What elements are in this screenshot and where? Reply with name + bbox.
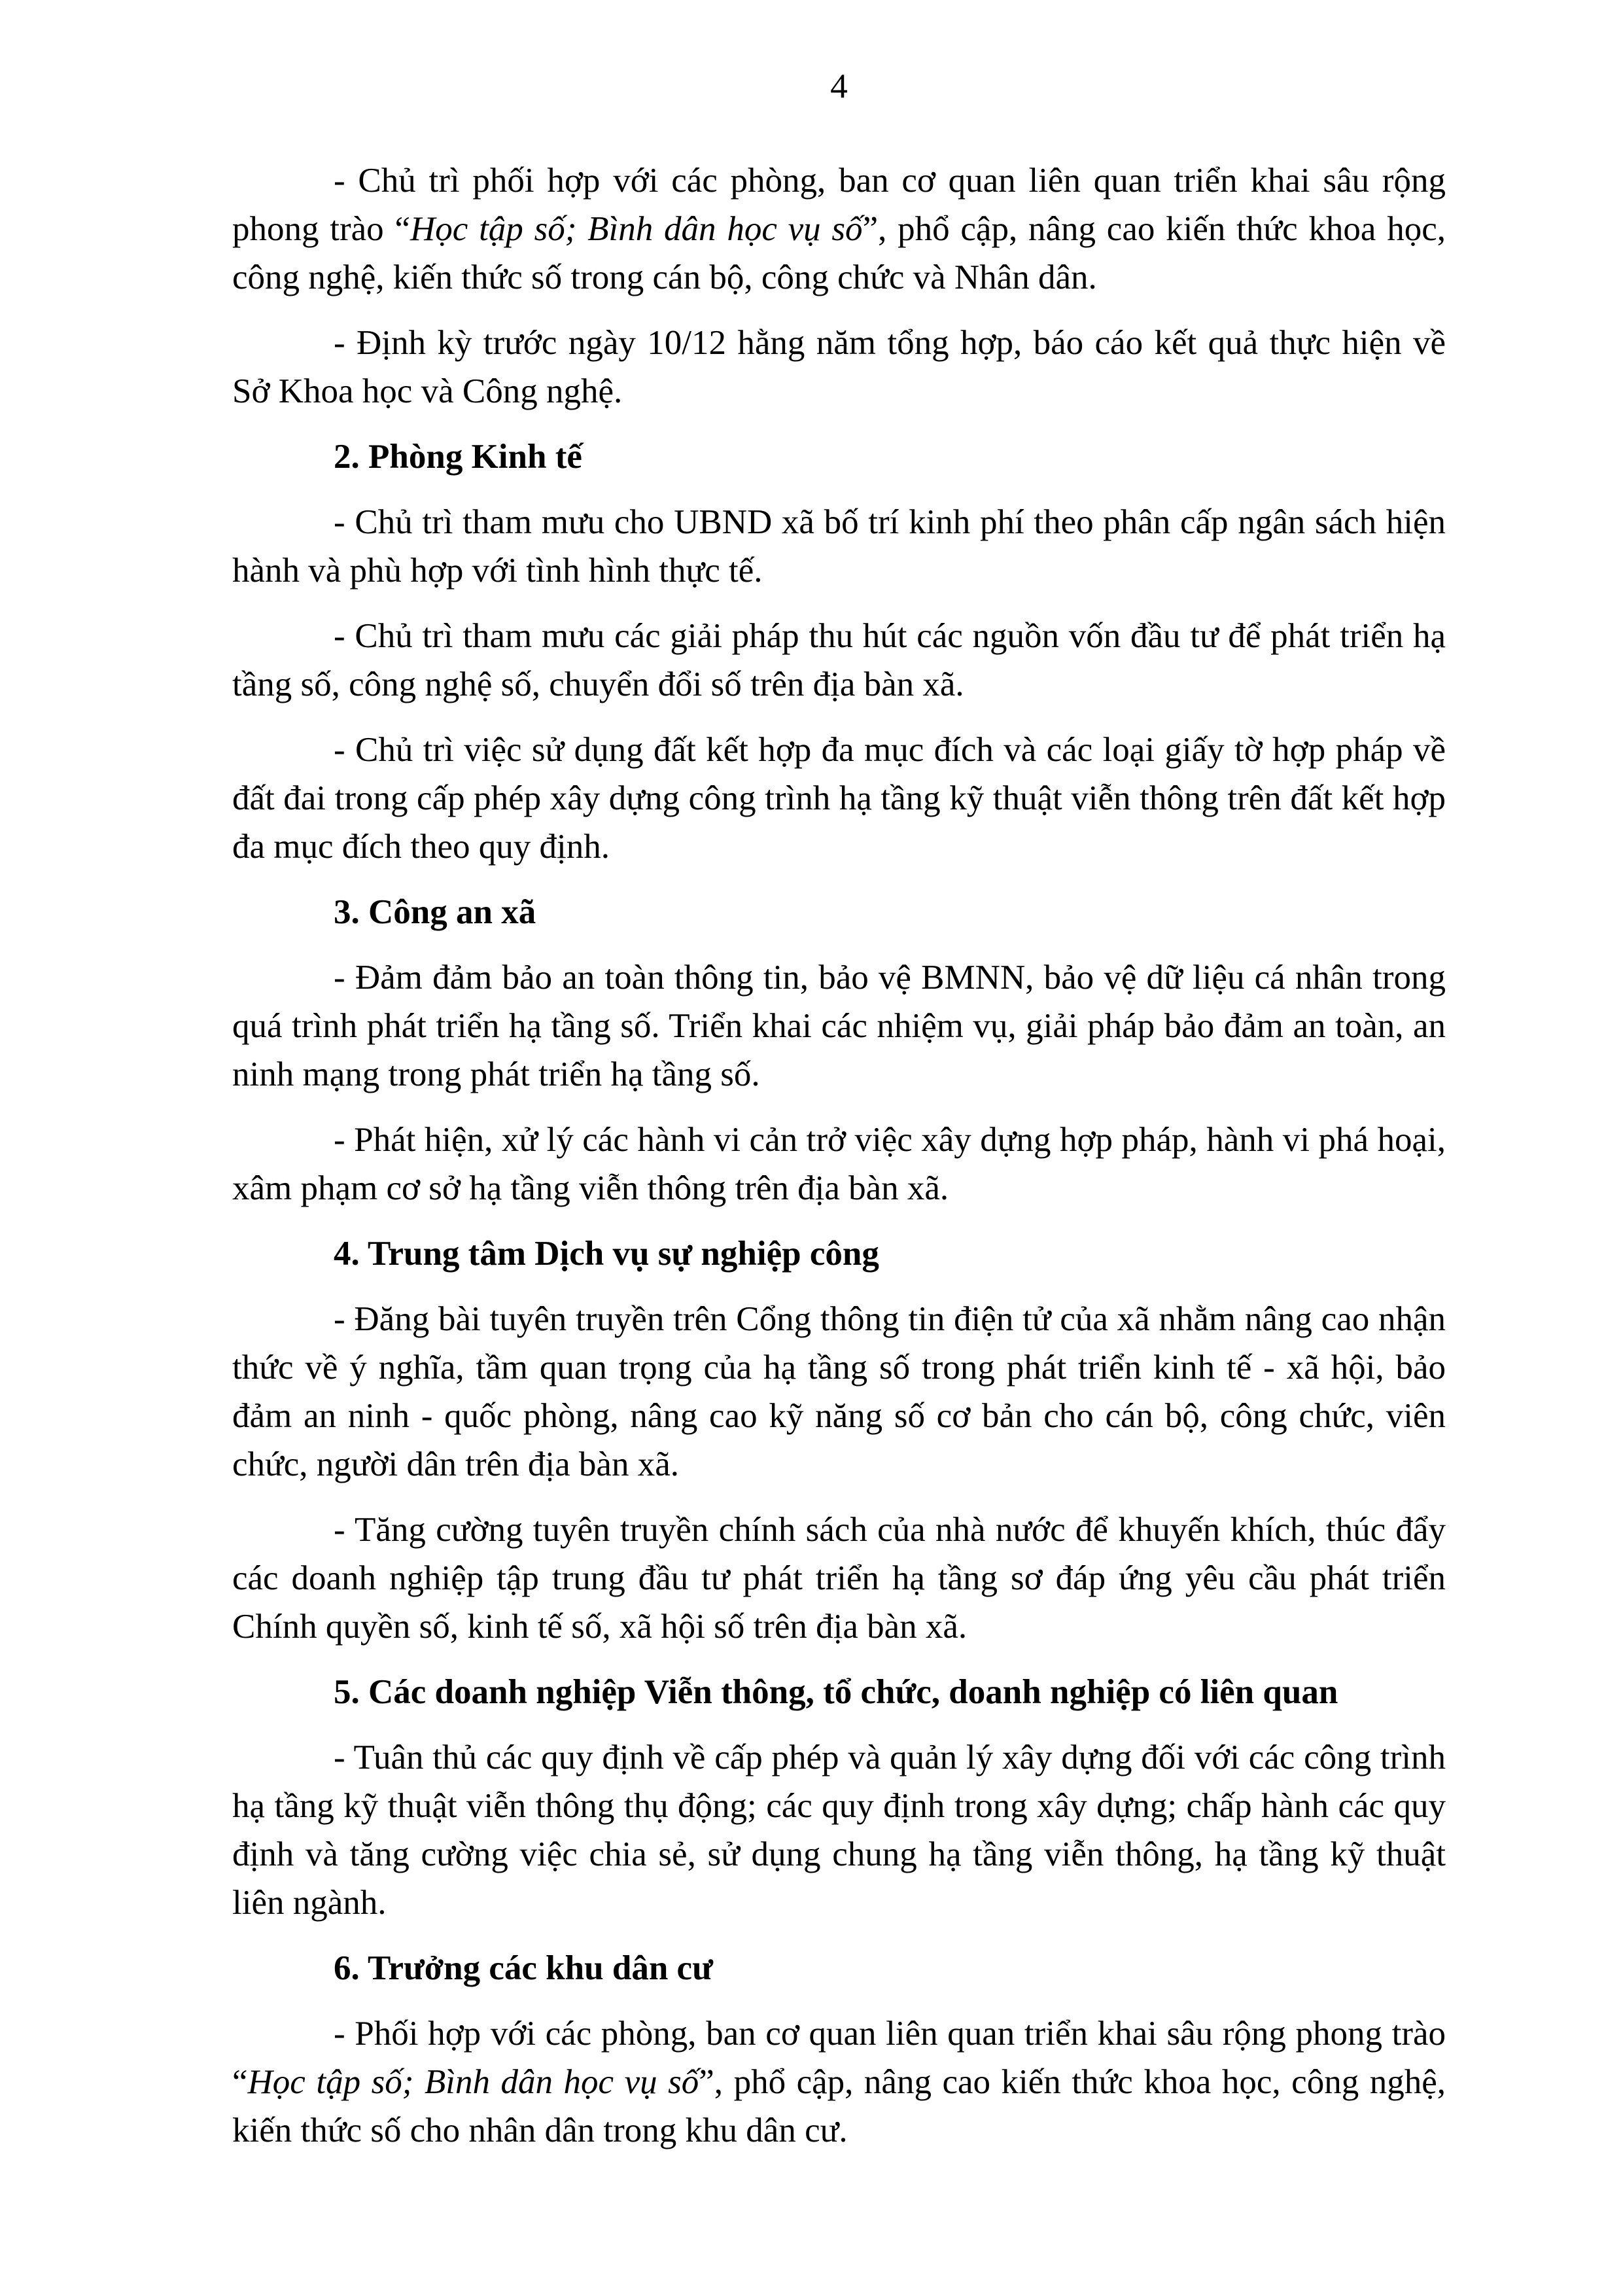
paragraph	[232, 726, 1446, 871]
paragraph	[232, 1116, 1446, 1212]
text-run: - Định kỳ trước ngày 10/12 hằng năm tổng hợp, báo cáo kết quả thực hiện về Sở Khoa học và Công nghệ.	[232, 324, 1446, 410]
paragraph	[232, 953, 1446, 1099]
text-run: - Chủ trì tham mưu cho UBND xã bố trí kinh phí theo phân cấp ngân sách hiện hành và phù hợp với tình hình thực tế.	[232, 503, 1446, 590]
section-heading	[232, 433, 1446, 481]
text-run: - Chủ trì việc sử dụng đất kết hợp đa mục đích và các loại giấy tờ hợp pháp về đất đai trong cấp phép xây dựng công trình hạ tầng kỹ thuật viễn thông trên đất kết hợp đa mục đích theo quy định.	[232, 731, 1446, 866]
paragraph	[232, 1295, 1446, 1489]
section-heading	[232, 888, 1446, 936]
paragraph	[232, 1733, 1446, 1927]
text-run: - Chủ trì phối hợp với các phòng, ban cơ quan liên quan triển khai sâu rộng phong trào “	[232, 162, 1446, 248]
text-run: 5. Các doanh nghiệp Viễn thông, tổ chức, doanh nghiệp có liên quan	[334, 1673, 1338, 1711]
paragraph	[232, 156, 1446, 302]
document-body	[232, 156, 1446, 2155]
text-run: 2. Phòng Kinh tế	[334, 438, 582, 476]
section-heading	[232, 1944, 1446, 1992]
text-run: 4. Trung tâm Dịch vụ sự nghiệp công	[334, 1235, 879, 1273]
paragraph	[232, 612, 1446, 709]
text-run: - Đăng bài tuyên truyền trên Cổng thông tin điện tử của xã nhằm nâng cao nhận thức về ý nghĩa, tầm quan trọng của hạ tầng số trong phát triển kinh tế - xã hội, bảo đảm an ninh - quốc phòng, nâng cao kỹ năng số cơ bản cho cán bộ, công chức, viên chức, người dân trên địa bàn xã.	[232, 1300, 1446, 1483]
text-run: 3. Công an xã	[334, 893, 536, 931]
text-run: - Phát hiện, xử lý các hành vi cản trở việc xây dựng hợp pháp, hành vi phá hoại, xâm phạm cơ sở hạ tầng viễn thông trên địa bàn xã.	[232, 1121, 1446, 1207]
text-run: 6. Trưởng các khu dân cư	[334, 1949, 713, 1987]
paragraph	[232, 319, 1446, 415]
page-number: 4	[830, 67, 848, 105]
text-run: - Tăng cường tuyên truyền chính sách của nhà nước để khuyến khích, thúc đẩy các doanh nghiệp tập trung đầu tư phát triển hạ tầng sơ đáp ứng yêu cầu phát triển Chính quyền số, kinh tế số, xã hội số trên địa bàn xã.	[232, 1511, 1446, 1646]
text-run: - Tuân thủ các quy định về cấp phép và quản lý xây dựng đối với các công trình hạ tầng kỹ thuật viễn thông thụ động; các quy định trong xây dựng; chấp hành các quy định và tăng cường việc chia sẻ, sử dụng chung hạ tầng viễn thông, hạ tầng kỹ thuật liên ngành.	[232, 1739, 1446, 1922]
text-run: - Phối hợp với các phòng, ban cơ quan liên quan triển khai sâu rộng phong trào “	[232, 2015, 1446, 2101]
text-run: ”, phổ cập, nâng cao kiến thức khoa học, công nghệ, kiến thức số cho nhân dân trong khu dân cư.	[232, 2063, 1446, 2149]
text-run: ”, phổ cập, nâng cao kiến thức khoa học, công nghệ, kiến thức số trong cán bộ, công chức và Nhân dân.	[232, 210, 1446, 296]
paragraph	[232, 2009, 1446, 2155]
text-run: - Chủ trì tham mưu các giải pháp thu hút các nguồn vốn đầu tư để phát triển hạ tầng số, công nghệ số, chuyển đổi số trên địa bàn xã.	[232, 617, 1446, 703]
italic-run: Học tập số; Bình dân học vụ số	[410, 210, 863, 248]
paragraph	[232, 1506, 1446, 1651]
italic-run: Học tập số; Bình dân học vụ số	[247, 2063, 699, 2101]
paragraph	[232, 498, 1446, 595]
section-heading	[232, 1668, 1446, 1716]
section-heading	[232, 1229, 1446, 1278]
text-run: - Đảm đảm bảo an toàn thông tin, bảo vệ BMNN, bảo vệ dữ liệu cá nhân trong quá trình phát triển hạ tầng số. Triển khai các nhiệm vụ, giải pháp bảo đảm an toàn, an ninh mạng trong phát triển hạ tầng số.	[232, 959, 1446, 1093]
